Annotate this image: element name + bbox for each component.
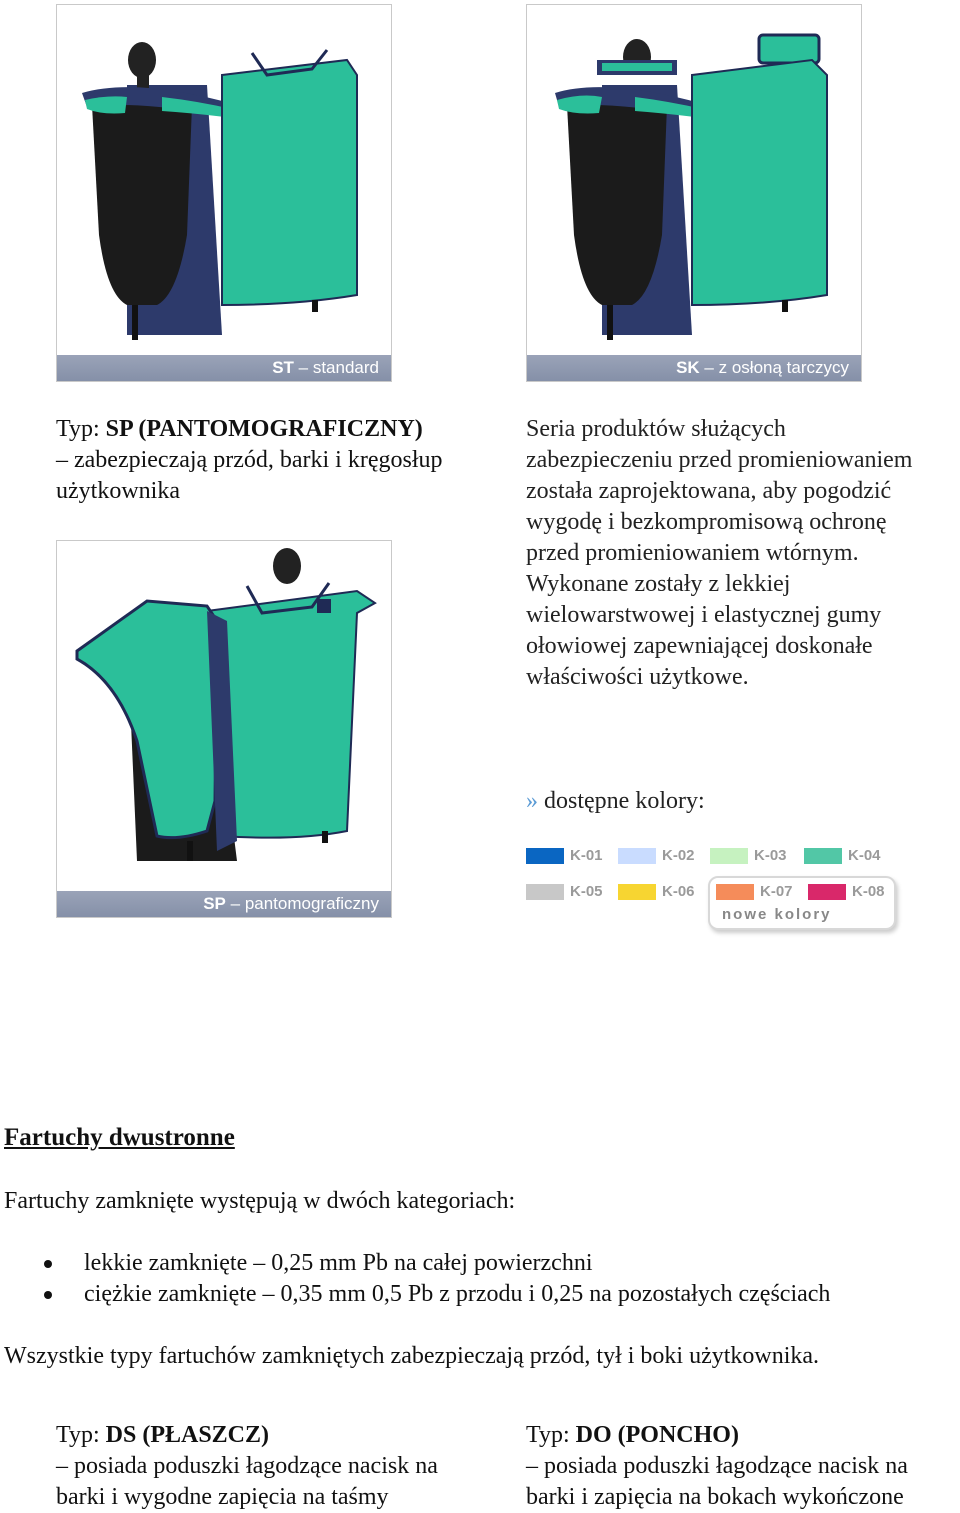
swatch-label: K-02	[662, 847, 695, 864]
apron-sp-illustration	[57, 541, 391, 891]
do-line3: barki i zapięcia na bokach wykończone	[526, 1484, 904, 1510]
sp-description	[56, 414, 516, 507]
swatch-label: K-08	[852, 883, 885, 900]
swatch-k07	[716, 884, 754, 900]
ds-type-line	[56, 1420, 516, 1451]
apron-sk-illustration	[527, 5, 861, 355]
swatch-label: K-04	[848, 847, 881, 864]
sp-line2: – zabezpieczają przód, barki i kręgosłup	[56, 447, 443, 473]
type-prefix: Typ:	[526, 1422, 570, 1448]
list-item-text: ciężkie zamknięte – 0,35 mm 0,5 Pb z przodu i 0,25 na pozostałych częściach	[84, 1281, 831, 1307]
sp-line3: użytkownika	[56, 478, 180, 504]
type-name: DO (PONCHO)	[575, 1422, 739, 1448]
bullet-icon	[44, 1260, 52, 1268]
swatch-label: K-07	[760, 883, 793, 900]
series-line: Seria produktów służących	[526, 416, 786, 442]
swatch-k03	[710, 848, 748, 864]
photo-desc: pantomograficzny	[244, 894, 379, 913]
swatch-k04	[804, 848, 842, 864]
series-line: przed promieniowaniem wtórnym.	[526, 540, 859, 566]
ds-line2: – posiada poduszki łagodzące nacisk na	[56, 1453, 438, 1479]
photo-code: SK	[676, 358, 700, 377]
series-line: została zaprojektowana, aby pogodzić	[526, 478, 892, 504]
swatch-k01	[526, 848, 564, 864]
colors-heading	[526, 786, 705, 817]
intro-text: Fartuchy zamknięte występują w dwóch kategoriach:	[4, 1188, 516, 1214]
list-item	[0, 1279, 830, 1310]
category-list	[0, 1248, 830, 1310]
ds-line3: barki i wygodne zapięcia na taśmy	[56, 1484, 389, 1510]
series-paragraph	[526, 414, 956, 693]
new-colors-label: nowe kolory	[722, 906, 832, 923]
photo-code: SP	[203, 894, 226, 913]
swatch-k06	[618, 884, 656, 900]
do-type-line	[526, 1420, 958, 1451]
photo-caption-st: ST – standard	[57, 355, 391, 381]
type-prefix: Typ:	[56, 1422, 100, 1448]
section-title: Fartuchy dwustronne	[4, 1124, 235, 1151]
photo-st-standard	[56, 4, 392, 382]
series-line: wygodę i bezkompromisową ochronę	[526, 509, 887, 535]
sp-type-line	[56, 414, 516, 445]
apron-st-illustration	[57, 5, 391, 355]
ds-description	[56, 1420, 516, 1513]
colors-heading-text: dostępne kolory:	[544, 788, 705, 814]
photo-caption-sp: SP – pantomograficzny	[57, 891, 391, 917]
photo-sk-thyroid-shield	[526, 4, 862, 382]
type-name: SP (PANTOMOGRAFICZNY)	[105, 416, 423, 442]
series-line: wielowarstwowej i elastycznej gumy	[526, 602, 882, 628]
arrow-icon: »	[526, 788, 538, 814]
summary-text: Wszystkie typy fartuchów zamkniętych zabezpieczają przód, tył i boki użytkownika.	[4, 1343, 820, 1369]
series-line: właściwości użytkowe.	[526, 664, 749, 690]
do-description	[526, 1420, 958, 1513]
series-line: zabezpieczeniu przed promieniowaniem	[526, 447, 913, 473]
photo-desc: z osłoną tarczycy	[718, 358, 849, 377]
photo-caption-sk: SK – z osłoną tarczycy	[527, 355, 861, 381]
color-swatches	[526, 846, 896, 928]
bullet-icon	[44, 1291, 52, 1299]
swatch-label: K-06	[662, 883, 695, 900]
list-item-text: lekkie zamknięte – 0,25 mm Pb na całej powierzchni	[84, 1250, 593, 1276]
swatch-label: K-05	[570, 883, 603, 900]
photo-sp-pantomographic	[56, 540, 392, 918]
swatch-label: K-01	[570, 847, 603, 864]
type-prefix: Typ:	[56, 416, 100, 442]
photo-desc: standard	[312, 358, 379, 377]
swatch-k05	[526, 884, 564, 900]
do-line2: – posiada poduszki łagodzące nacisk na	[526, 1453, 908, 1479]
photo-code: ST	[272, 358, 294, 377]
series-line: ołowiowej zapewniającej doskonałe	[526, 633, 873, 659]
series-line: Wykonane zostały z lekkiej	[526, 571, 791, 597]
swatch-label: K-03	[754, 847, 787, 864]
swatch-k02	[618, 848, 656, 864]
swatch-k08	[808, 884, 846, 900]
list-item	[0, 1248, 830, 1279]
type-name: DS (PŁASZCZ)	[105, 1422, 270, 1448]
